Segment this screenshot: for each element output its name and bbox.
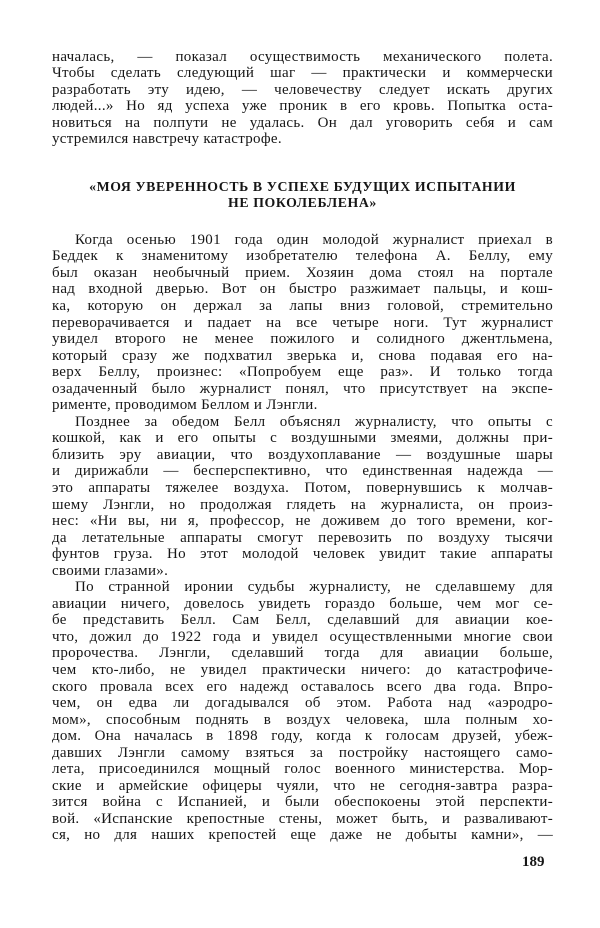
text-line: и дирижабли — бесперспективно, что единственная надежда — (52, 463, 553, 480)
text-line: фунтов груза. Но этот молодой человек увидит такие аппараты (52, 546, 553, 563)
text-line: давших Лэнгли самому взяться за постройку настоящего само- (52, 744, 553, 761)
paragraph-1 (52, 232, 553, 414)
paragraph-3 (52, 579, 553, 844)
section-heading (52, 179, 553, 211)
text-line: своими глазами». (52, 562, 169, 579)
text-line: новиться на полпути не удалась. Он дал уговорить себя и сам (52, 114, 553, 131)
text-line: кошкой, как и его опыты с воздушными змеями, должны при- (52, 430, 553, 447)
text-line: чем кто-либо, не увидел практически ничего: до катастрофиче- (52, 662, 553, 679)
text-line: авиации ничего, довелось увидеть гораздо больше, чем мог се- (52, 595, 553, 612)
heading-line: «МОЯ УВЕРЕННОСТЬ В УСПЕХЕ БУДУЩИХ ИСПЫТАНИИ (89, 178, 516, 194)
text-line: близить эру авиации, что воздухоплавание — воздушные шары (52, 446, 553, 463)
text-line: мом», способным поднять в воздух человека, шла полным хо- (52, 711, 553, 728)
text-line: переворачивается и падает на все четыре ноги. Тут журналист (52, 314, 553, 331)
text-line: ские и армейские офицеры чуяли, что не сегодня-завтра разра- (52, 777, 553, 794)
text-line: бе представить Белл. Сам Белл, сделавший для авиации кое- (52, 612, 553, 629)
page-number: 189 (522, 854, 545, 870)
text-line: началась, — показал осуществимость механического полета. (52, 48, 553, 65)
text-line: это аппараты тяжелее воздуха. Потом, повернувшись к молчав- (52, 480, 553, 496)
body-text (52, 232, 553, 844)
text-line: ского провала всех его надежд оставалось всего два года. Впро- (52, 678, 553, 695)
continued-paragraph (52, 49, 553, 148)
text-line: чем, он едва ли догадывался об этом. Работа над «аэродро- (52, 695, 553, 712)
paragraph-2 (52, 414, 553, 579)
text-line: Позднее за обедом Белл объяснял журналисту, что опыты с (75, 413, 553, 430)
text-line: Беддек к знаменитому изобретателю телефона А. Беллу, ему (52, 248, 553, 265)
text-line: шему Лэнгли, но продолжая глядеть на журналиста, он произ- (52, 496, 553, 513)
text-line: да летательные аппараты смогут перевозить по воздуху тысячи (52, 529, 553, 546)
text-line: ся, но для наших крепостей еще даже не добыты камни», — (52, 827, 553, 844)
text-line: лета, присоединился мощный голос военного министерства. Мор- (52, 761, 553, 778)
text-line: вой. «Испанские крепостные стены, может быть, и разваливают- (52, 810, 553, 827)
text-line: дом. Она началась в 1898 году, когда к голосам друзей, убеж- (52, 728, 553, 745)
text-line: озадаченный было журналист понял, что присутствует на экспе- (52, 380, 553, 397)
text-line: людей...» Но яд успеха уже проник в его кровь. Попытка оста- (52, 98, 553, 115)
text-line: ка, которую он держал за лапы вниз головой, стремительно (52, 297, 553, 314)
heading-line: НЕ ПОКОЛЕБЛЕНА» (228, 194, 377, 210)
text-line: который сразу же подхватил зверька и, снова подавая его на- (52, 347, 553, 364)
text-line: нес: «Ни вы, ни я, профессор, не доживем до того времени, ког- (52, 513, 553, 530)
text-line: Когда осенью 1901 года один молодой журналист приехал в (75, 231, 553, 248)
text-line: верх Беллу, произнес: «Попробуем еще раз». И только тогда (52, 364, 553, 381)
text-line: что, дожил до 1922 года и увидел осуществленными многие свои (52, 628, 553, 645)
text-line: По странной иронии судьбы журналисту, не сделавшему для (75, 579, 553, 596)
text-line: Чтобы сделать следующий шаг — практически и коммерчески (52, 65, 553, 82)
text-line: устремился навстречу катастрофе. (52, 131, 282, 148)
text-line: разработать эту идею, — человечеству следует искать других (52, 81, 553, 98)
text-line: увидел второго не менее пожилого и солидного джентльмена, (52, 331, 553, 348)
text-line: над входной дверью. Вот он быстро разжимает пальцы, и кош- (52, 281, 553, 298)
text-line: зится война с Испанией, и были обеспокоены этой перспекти- (52, 794, 553, 811)
text-line: рименте, проводимом Беллом и Лэнгли. (52, 397, 318, 414)
text-line: пророчества. Лэнгли, сделавший тогда для авиации больше, (52, 645, 553, 662)
text-line: был оказан необычный прием. Хозяин дома стоял на портале (52, 264, 553, 281)
